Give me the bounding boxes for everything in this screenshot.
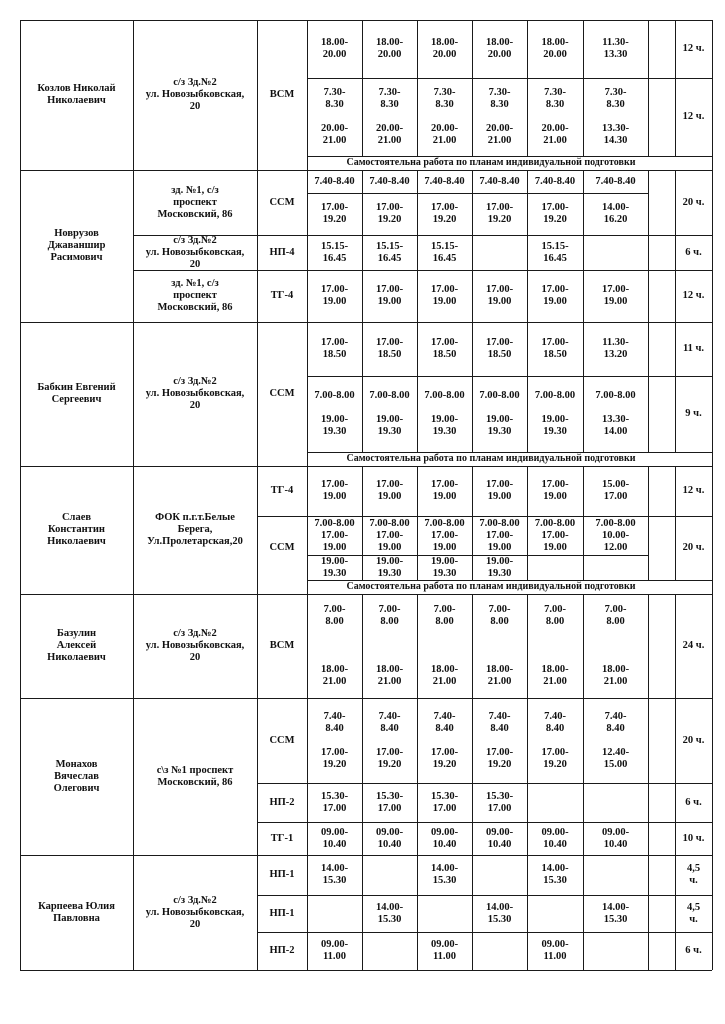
- time-slot: 7.40- 8.40 17.00- 19.20: [485, 710, 514, 770]
- time-slot: 14.00- 16.20: [601, 202, 630, 225]
- time-slot: 09.00- 10.40: [430, 826, 459, 850]
- time-slot: 7.00-8.00 19.00- 19.30: [424, 390, 465, 437]
- time-slot: 17.00- 19.00: [375, 284, 404, 307]
- time-slot: 17.00- 19.20: [541, 202, 569, 225]
- grid-line: [307, 855, 308, 970]
- grid-line: [648, 20, 649, 156]
- time-slot: 09.00- 11.00: [430, 939, 459, 962]
- time-slot: 7.40-8.40: [534, 175, 576, 187]
- program-code: ТГ-4: [270, 485, 294, 496]
- time-slot: 7.40-8.40: [595, 175, 636, 187]
- program-code: ВСМ: [269, 89, 295, 100]
- weekly-hours: 6 ч.: [685, 945, 702, 956]
- time-slot: 17.00- 18.50: [541, 337, 569, 360]
- grid-line: [307, 376, 712, 377]
- location: ФОК п.г.т.Белые Берега, Ул.Пролетарская,20: [147, 512, 243, 547]
- program-code: ТГ-4: [270, 290, 294, 301]
- grid-line: [675, 698, 676, 855]
- coach-name: Козлов Николай Николаевич: [37, 83, 116, 106]
- time-slot: 11.30- 13.20: [602, 337, 629, 360]
- grid-line: [307, 783, 712, 784]
- grid-line: [527, 20, 528, 156]
- weekly-hours: 20 ч.: [682, 542, 705, 553]
- time-slot: 18.00- 20.00: [485, 37, 514, 60]
- program-code: НП-4: [269, 246, 295, 258]
- time-slot: 14.00- 15.30: [601, 901, 630, 925]
- program-code: НП-2: [269, 945, 295, 956]
- weekly-hours: 4,5 ч.: [686, 901, 701, 925]
- grid-line: [20, 20, 21, 970]
- note-independent-work: Самостоятельна работа по планам индивидуальной подготовки: [346, 157, 636, 168]
- grid-line: [133, 466, 134, 594]
- time-slot: 7.00- 8.00 18.00- 21.00: [541, 604, 569, 687]
- grid-line: [133, 270, 307, 271]
- time-slot: 7.00-8.00 19.00- 19.30: [534, 390, 576, 437]
- grid-line: [257, 932, 307, 933]
- grid-line: [527, 322, 528, 452]
- grid-line: [675, 466, 676, 580]
- program-code: ССМ: [269, 734, 295, 746]
- time-slot: 11.30- 13.30: [602, 37, 629, 60]
- grid-line: [307, 270, 712, 271]
- time-slot: 7.00-8.00 19.00- 19.30: [479, 390, 520, 437]
- grid-line: [20, 855, 712, 856]
- grid-line: [362, 466, 363, 580]
- location: зд. №1, с/з проспект Московский, 86: [157, 184, 233, 220]
- time-slot: 17.00- 19.20: [430, 202, 459, 225]
- time-slot: 17.00- 18.50: [320, 337, 349, 360]
- grid-line: [675, 594, 676, 698]
- time-slot: 7.40- 8.40 17.00- 19.20: [375, 710, 404, 770]
- grid-line: [417, 855, 418, 970]
- grid-line: [20, 322, 712, 323]
- grid-line: [583, 322, 584, 452]
- time-slot: 17.00- 19.00: [320, 479, 349, 502]
- weekly-hours: 24 ч.: [682, 640, 705, 651]
- time-slot: 19.00- 19.30: [485, 555, 514, 579]
- grid-line: [307, 466, 308, 594]
- grid-line: [675, 322, 676, 452]
- note-independent-work: Самостоятельна работа по планам индивидуальной подготовки: [346, 453, 636, 464]
- time-slot: 7.30- 8.30 20.00- 21.00: [430, 87, 459, 146]
- grid-line: [472, 855, 473, 970]
- grid-line: [257, 822, 307, 823]
- grid-line: [472, 322, 473, 452]
- time-slot: 15.30- 17.00: [320, 790, 349, 814]
- time-slot: 17.00- 19.00: [430, 479, 459, 502]
- grid-line: [133, 855, 134, 970]
- grid-line: [648, 170, 649, 322]
- grid-line: [583, 698, 584, 855]
- time-slot: 17.00- 18.50: [375, 337, 404, 360]
- time-slot: 09.00- 10.40: [485, 826, 514, 850]
- weekly-hours: 10 ч.: [682, 832, 705, 844]
- time-slot: 14.00- 15.30: [430, 863, 459, 886]
- time-slot: 17.00- 19.00: [485, 479, 514, 502]
- time-slot: 19.00- 19.30: [430, 555, 459, 579]
- time-slot: 19.00- 19.30: [375, 555, 404, 579]
- time-slot: 17.00- 19.20: [485, 202, 514, 225]
- grid-line: [472, 594, 473, 698]
- time-slot: 7.40-8.40: [479, 175, 520, 187]
- grid-line: [307, 698, 308, 855]
- time-slot: 17.00- 19.00: [601, 284, 630, 307]
- grid-line: [583, 20, 584, 156]
- time-slot: 09.00- 10.40: [375, 826, 404, 850]
- time-slot: 15.15- 16.45: [320, 240, 349, 264]
- time-slot: 15.30- 17.00: [375, 790, 404, 814]
- time-slot: 7.40- 8.40 17.00- 19.20: [541, 710, 569, 770]
- grid-line: [362, 20, 363, 156]
- coach-name: Монахов Вячеслав Олегович: [53, 758, 100, 794]
- note-independent-work: Самостоятельна работа по планам индивидуальной подготовки: [346, 581, 636, 592]
- grid-line: [20, 170, 712, 171]
- time-slot: 15.15- 16.45: [430, 240, 459, 264]
- grid-line: [133, 170, 134, 322]
- time-slot: 7.30- 8.30 20.00- 21.00: [541, 87, 569, 146]
- program-code: ССМ: [269, 196, 295, 208]
- grid-line: [307, 235, 712, 236]
- weekly-hours: 4,5 ч.: [686, 863, 701, 886]
- time-slot: 17.00- 19.00: [485, 284, 514, 307]
- grid-line: [362, 594, 363, 698]
- grid-line: [307, 78, 712, 79]
- weekly-hours: 12 ч.: [682, 290, 705, 301]
- grid-line: [20, 594, 712, 595]
- grid-line: [583, 855, 584, 970]
- time-slot: 7.30- 8.30 20.00- 21.00: [320, 87, 349, 146]
- grid-line: [307, 822, 712, 823]
- grid-line: [472, 698, 473, 855]
- time-slot: 7.00- 8.00 18.00- 21.00: [430, 604, 459, 687]
- coach-name: Бабкин Евгений Сергеевич: [37, 382, 116, 405]
- grid-line: [417, 20, 418, 156]
- time-slot: 09.00- 11.00: [320, 939, 349, 962]
- coach-name: Базулин Алексей Николаевич: [47, 628, 106, 663]
- location: с/з Зд.№2 ул. Новозыбковская, 20: [145, 628, 245, 663]
- grid-line: [362, 698, 363, 855]
- coach-name: Новрузов Джаваншир Расимович: [47, 228, 106, 263]
- time-slot: 18.00- 20.00: [320, 37, 349, 60]
- time-slot: 15.30- 17.00: [485, 790, 514, 814]
- time-slot: 7.40-8.40: [314, 175, 355, 187]
- grid-line: [20, 698, 712, 699]
- grid-line: [20, 20, 712, 21]
- program-code: ТГ-1: [270, 832, 294, 844]
- location: зд. №1, с/з проспект Московский, 86: [157, 278, 233, 313]
- program-code: ВСМ: [269, 640, 295, 651]
- grid-line: [307, 932, 712, 933]
- time-slot: 15.30- 17.00: [430, 790, 459, 814]
- grid-line: [257, 516, 307, 517]
- time-slot: 18.00- 20.00: [430, 37, 459, 60]
- time-slot: 17.00- 19.00: [541, 479, 569, 502]
- location: с/з Зд.№2 ул. Новозыбковская, 20: [145, 894, 245, 930]
- time-slot: 7.00-8.00 17.00- 19.00: [534, 517, 576, 553]
- time-slot: 7.30- 8.30 13.30- 14.30: [601, 87, 630, 146]
- time-slot: 18.00- 20.00: [375, 37, 404, 60]
- grid-line: [527, 594, 528, 698]
- time-slot: 7.00-8.00 10.00- 12.00: [595, 517, 636, 553]
- location: с\з №1 проспект Московский, 86: [156, 764, 234, 788]
- time-slot: 7.00- 8.00 18.00- 21.00: [601, 604, 630, 687]
- grid-line: [307, 594, 308, 698]
- grid-line: [675, 20, 676, 156]
- time-slot: 15.00- 17.00: [601, 479, 630, 502]
- grid-line: [675, 170, 676, 322]
- time-slot: 7.00- 8.00 18.00- 21.00: [320, 604, 349, 687]
- grid-line: [417, 466, 418, 580]
- time-slot: 09.00- 11.00: [541, 939, 569, 962]
- grid-line: [472, 20, 473, 156]
- time-slot: 7.00-8.00 17.00- 19.00: [424, 517, 465, 553]
- time-slot: 17.00- 19.20: [320, 202, 349, 225]
- coach-name: Карпеева Юлия Павловна: [38, 900, 115, 924]
- grid-line: [527, 466, 528, 580]
- grid-line: [527, 698, 528, 855]
- grid-line: [675, 855, 676, 970]
- grid-line: [20, 970, 712, 971]
- time-slot: 7.00-8.00 17.00- 19.00: [314, 517, 355, 553]
- grid-line: [133, 20, 134, 170]
- grid-line: [133, 594, 134, 698]
- weekly-hours: 6 ч.: [685, 246, 702, 258]
- weekly-hours: 20 ч.: [682, 196, 705, 208]
- grid-line: [472, 466, 473, 580]
- time-slot: 15.15- 16.45: [375, 240, 404, 264]
- grid-line: [712, 20, 713, 970]
- grid-line: [20, 466, 712, 467]
- time-slot: 7.00-8.00 17.00- 19.00: [479, 517, 520, 553]
- time-slot: 7.00-8.00 17.00- 19.00: [369, 517, 410, 553]
- weekly-hours: 6 ч.: [685, 796, 702, 808]
- grid-line: [583, 594, 584, 698]
- time-slot: 7.40- 8.40 17.00- 19.20: [320, 710, 349, 770]
- grid-line: [257, 783, 307, 784]
- grid-line: [648, 698, 649, 855]
- time-slot: 7.00-8.00 19.00- 19.30: [314, 390, 355, 437]
- grid-line: [527, 855, 528, 970]
- time-slot: 7.00-8.00 19.00- 19.30: [369, 390, 410, 437]
- time-slot: 7.00-8.00 13.30- 14.00: [595, 390, 636, 437]
- grid-line: [362, 322, 363, 452]
- time-slot: 7.00- 8.00 18.00- 21.00: [375, 604, 404, 687]
- grid-line: [417, 322, 418, 452]
- grid-line: [257, 698, 258, 855]
- time-slot: 09.00- 10.40: [541, 826, 569, 850]
- weekly-hours: 12 ч.: [682, 43, 705, 54]
- grid-line: [307, 895, 712, 896]
- grid-line: [648, 855, 649, 970]
- grid-line: [307, 322, 308, 466]
- time-slot: 19.00- 19.30: [320, 555, 349, 579]
- grid-line: [307, 20, 308, 170]
- weekly-hours: 12 ч.: [682, 111, 705, 122]
- time-slot: 17.00- 18.50: [430, 337, 459, 360]
- program-code: НП-1: [269, 907, 295, 919]
- grid-line: [133, 322, 134, 466]
- time-slot: 7.40-8.40: [369, 175, 410, 187]
- location: с/з Зд.№2 ул. Новозыбковская, 20: [145, 77, 245, 112]
- grid-line: [362, 855, 363, 970]
- time-slot: 14.00- 15.30: [375, 901, 404, 925]
- time-slot: 17.00- 19.00: [430, 284, 459, 307]
- time-slot: 14.00- 15.30: [541, 863, 569, 886]
- time-slot: 15.15- 16.45: [541, 240, 569, 264]
- time-slot: 7.30- 8.30 20.00- 21.00: [375, 87, 404, 146]
- weekly-hours: 11 ч.: [682, 343, 705, 354]
- time-slot: 7.00- 8.00 18.00- 21.00: [485, 604, 514, 687]
- time-slot: 7.40- 8.40 12.40- 15.00: [601, 710, 630, 770]
- time-slot: 18.00- 20.00: [541, 37, 569, 60]
- time-slot: 7.30- 8.30 20.00- 21.00: [485, 87, 514, 146]
- weekly-hours: 9 ч.: [685, 408, 702, 419]
- time-slot: 7.40-8.40: [424, 175, 465, 187]
- time-slot: 17.00- 19.00: [320, 284, 349, 307]
- grid-line: [417, 698, 418, 855]
- grid-line: [583, 466, 584, 580]
- grid-line: [417, 594, 418, 698]
- grid-line: [307, 193, 648, 194]
- time-slot: 17.00- 19.20: [375, 202, 404, 225]
- grid-line: [133, 698, 134, 855]
- time-slot: 7.40- 8.40 17.00- 19.20: [430, 710, 459, 770]
- time-slot: 09.00- 10.40: [601, 826, 630, 850]
- weekly-hours: 12 ч.: [682, 485, 705, 496]
- time-slot: 14.00- 15.30: [485, 901, 514, 925]
- program-code: ССМ: [269, 542, 295, 553]
- grid-line: [648, 322, 649, 452]
- grid-line: [648, 466, 649, 580]
- location: с/з Зд.№2 ул. Новозыбковская, 20: [145, 376, 245, 411]
- coach-name: Слаев Константин Николаевич: [47, 512, 106, 547]
- program-code: НП-2: [269, 796, 295, 808]
- program-code: ССМ: [269, 388, 295, 399]
- time-slot: 09.00- 10.40: [320, 826, 349, 850]
- grid-line: [648, 594, 649, 698]
- time-slot: 17.00- 19.00: [541, 284, 569, 307]
- weekly-hours: 20 ч.: [682, 734, 705, 746]
- grid-line: [257, 895, 307, 896]
- location: с/з Зд.№2 ул. Новозыбковская, 20: [145, 235, 245, 270]
- time-slot: 17.00- 18.50: [485, 337, 514, 360]
- program-code: НП-1: [269, 869, 295, 880]
- time-slot: 14.00- 15.30: [320, 863, 349, 886]
- time-slot: 17.00- 19.00: [375, 479, 404, 502]
